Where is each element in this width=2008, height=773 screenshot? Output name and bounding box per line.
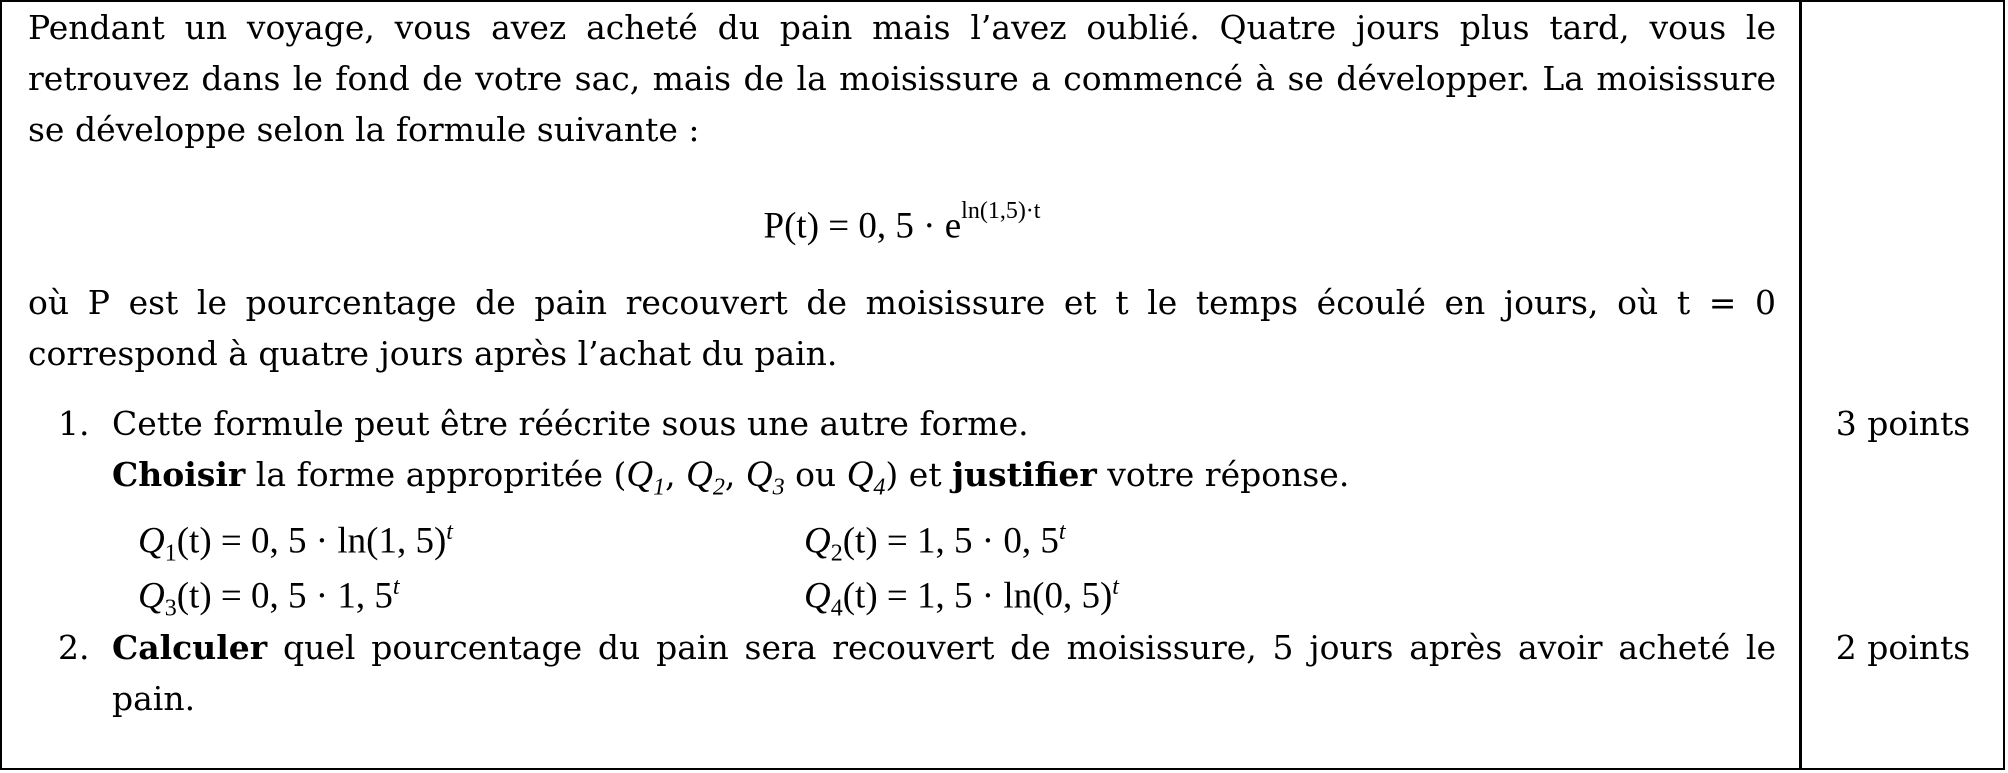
question-text: Calculer quel pourcentage du pain sera recouvert de moisissure, 5 jours après avoir acheté le pain. [112,628,1776,718]
question-number: 1. [58,404,90,443]
option-q4: $Q_4(t) = 1$, 5 · ln(0, 5)$^t$ [804,574,1119,622]
question-text [112,398,1776,513]
question-number: 2. [58,628,90,667]
points-question-2: 2 points [1835,628,1971,667]
points-question-1: 3 points [1835,404,1971,443]
option-q3: $Q_3(t) = 0$, 5 · 1, 5$^t$ [138,574,400,622]
question-1-line-1: Cette formule peut être réécrite sous une autre forme. [112,404,1029,443]
formula-exponent: ln(1,5)·t [961,198,1041,224]
formula-base: P(t) = 0, 5 · e [763,205,962,247]
definition-paragraph: où P est le pourcentage de pain recouvert de moisissure et t le temps écoulé en jours, où t = 0 correspond à quatre jours après l’achat du pain. [28,283,1776,373]
growth-formula [28,192,1776,251]
question-1-line-2: Choisir la forme appropritée ($Q_1$, $Q_2$, $Q_3$ ou $Q_4$) et justifier votre réponse. [112,454,1350,501]
intro-paragraph: Pendant un voyage, vous avez acheté du pain mais l’avez oublié. Quatre jours plus tard, vous le retrouvez dans le fond de votre sac, mais de la moisissure a commencé à se développer. La moisissure se développe selon la formule suivante : [28,8,1776,149]
option-q2: $Q_2(t) = 1$, 5 · 0, 5$^t$ [804,519,1066,567]
option-q1: $Q_1(t) = 0$, 5 · ln(1, 5)$^t$ [138,519,453,567]
